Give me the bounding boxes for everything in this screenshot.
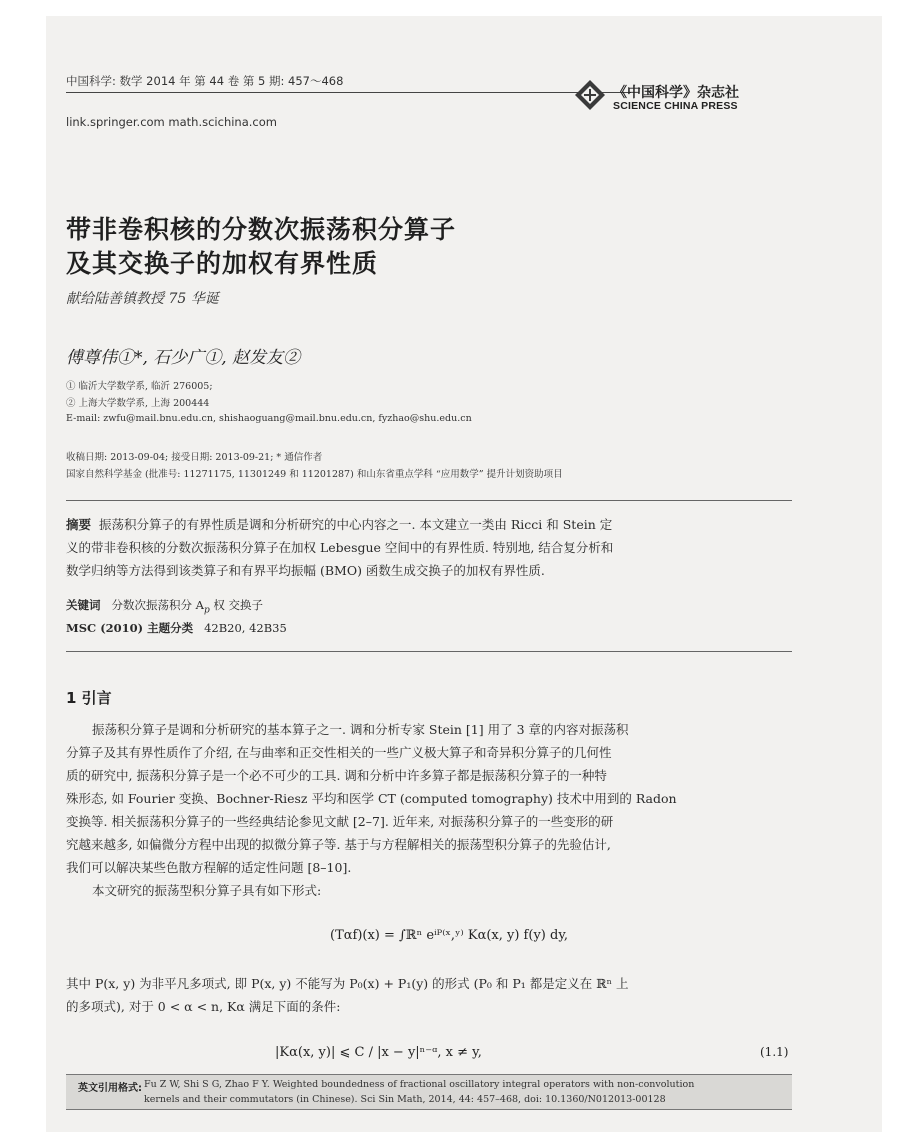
msc-values: 42B20, 42B35	[204, 621, 287, 635]
keywords-rest: 权 交换子	[209, 598, 264, 612]
affiliation-2: ② 上海大学数学系, 上海 200444	[66, 398, 210, 409]
equation-kernel: |Kα(x, y)| ⩽ C / |x − y|ⁿ⁻ᵅ, x ≠ y,	[275, 1045, 482, 1060]
intro-paragraph	[66, 718, 792, 902]
funding-info: 国家自然科学基金 (批准号: 11271175, 11301249 和 11201287) 和山东省重点学科 “应用数学” 提升计划资助项目	[66, 469, 563, 480]
keywords	[66, 597, 263, 615]
journal-links[interactable]: link.springer.com math.scichina.com	[66, 115, 277, 129]
intro-line: 分算子及其有界性质作了介绍, 在与曲率和正交性相关的一些广义极大算子和奇异积分算子的几何性	[66, 745, 612, 760]
title-line-2: 及其交换子的加权有界性质	[66, 249, 379, 278]
abstract-bottom-rule	[66, 651, 792, 652]
keywords-label: 关键词	[66, 598, 101, 612]
abstract-line: 义的带非卷积核的分数次振荡积分算子在加权 Lebesgue 空间中的有界性质. 特别地, 结合复分析和	[66, 540, 614, 555]
press-name-cn: 《中国科学》杂志社	[613, 85, 739, 101]
abstract-label: 摘要	[66, 517, 92, 532]
intro-line: 我们可以解决某些色散方程解的适定性问题 [8–10].	[66, 860, 352, 875]
citation-box	[66, 1074, 792, 1110]
intro-line-2: 本文研究的振荡型积分算子具有如下形式:	[92, 883, 322, 898]
citation-label: 英文引用格式:	[78, 1083, 142, 1094]
journal-line: 中国科学: 数学 2014 年 第 44 卷 第 5 期: 457～468	[66, 74, 344, 88]
equation-operator: (Tαf)(x) = ∫ℝⁿ eⁱᴾ⁽ˣ,ʸ⁾ Kα(x, y) f(y) dy,	[330, 928, 569, 943]
abstract-top-rule	[66, 500, 792, 501]
keywords-sub: p	[203, 605, 210, 616]
condition-line: 其中 P(x, y) 为非平凡多项式, 即 P(x, y) 不能写为 P₀(x) + P₁(y) 的形式 (P₀ 和 P₁ 都是定义在 ℝⁿ 上	[66, 976, 629, 991]
diamond-logo-icon	[575, 80, 605, 110]
abstract-line: 振荡积分算子的有界性质是调和分析研究的中心内容之一. 本文建立一类由 Ricci 和 Stein 定	[98, 517, 613, 532]
affiliation-1: ① 临沂大学数学系, 临沂 276005;	[66, 381, 213, 392]
citation-line-1: Fu Z W, Shi S G, Zhao F Y. Weighted boundedness of fractional oscillatory integral operators with non-convolution	[144, 1079, 695, 1090]
title-line-1: 带非卷积核的分数次振荡积分算子	[66, 215, 457, 244]
author-emails[interactable]: E-mail: zwfu@mail.bnu.edu.cn, shishaoguang@mail.bnu.edu.cn, fyzhao@shu.edu.cn	[66, 413, 472, 424]
intro-line: 殊形态, 如 Fourier 变换、Bochner-Riesz 平均和医学 CT (computed tomography) 技术中用到的 Radon	[66, 791, 677, 806]
citation-line-2[interactable]: kernels and their commutators (in Chinese). Sci Sin Math, 2014, 44: 457–468, doi: 10.1360/N012013-00128	[144, 1094, 666, 1105]
intro-line: 变换等. 相关振荡积分算子的一些经典结论参见文献 [2–7]. 近年来, 对振荡积分算子的一些变形的研	[66, 814, 614, 829]
abstract-line: 数学归纳等方法得到该类算子和有界平均振幅 (BMO) 函数生成交换子的加权有界性质.	[66, 563, 545, 578]
condition-paragraph	[66, 972, 792, 1018]
received-dates: 收稿日期: 2013-09-04; 接受日期: 2013-09-21; * 通信作者	[66, 452, 323, 463]
condition-line: 的多项式), 对于 0 < α < n, Kα 满足下面的条件:	[66, 999, 341, 1014]
section-heading: 1 引言	[66, 689, 112, 707]
intro-line: 究越来越多, 如偏微分方程中出现的拟微分算子等. 基于与方程解相关的振荡型积分算子的先验估计,	[66, 837, 611, 852]
author-names: 傅尊伟①*, 石少广①, 赵发友②	[66, 348, 301, 368]
header-rule	[66, 92, 631, 93]
keywords-items: 分数次振荡积分 A	[111, 598, 204, 612]
msc-label: MSC (2010) 主题分类	[66, 621, 194, 635]
abstract	[66, 513, 792, 582]
msc-classification	[66, 620, 287, 636]
dedication: 献给陆善镇教授 75 华诞	[66, 291, 219, 307]
press-name-en: SCIENCE CHINA PRESS	[613, 100, 738, 112]
intro-line: 振荡积分算子是调和分析研究的基本算子之一. 调和分析专家 Stein [1] 用了 3 章的内容对振荡积	[92, 722, 629, 737]
intro-line: 质的研究中, 振荡积分算子是一个必不可少的工具. 调和分析中许多算子都是振荡积分算子的一种特	[66, 768, 607, 783]
equation-number: (1.1)	[760, 1045, 789, 1059]
